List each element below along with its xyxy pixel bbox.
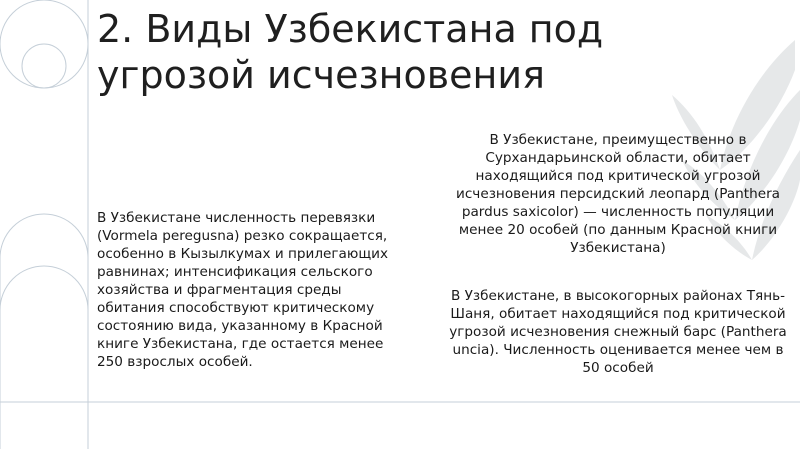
deco-arch-lower (0, 266, 88, 310)
slide-title: 2. Виды Узбекистана под угрозой исчезновения (97, 7, 604, 97)
deco-circle-small (22, 44, 66, 88)
deco-arch-upper (0, 214, 88, 449)
paragraph-persian-leopard: В Узбекистане, преимущественно в Сурхандарьинской области, обитает находящийся под критической угрозой исчезновения персидский леопард (Panthera pardus saxicolor) — численность популяции менее 20 особей (по данным Красной книги Узбекистана) (456, 132, 780, 256)
paragraph-marbled-polecat: В Узбекистане численность перевязки (Vormela peregusna) резко сокращается, особенно в Кызылкумах и прилегающих равнинах; интенсификация сельского хозяйства и фрагментация среды обитания способствуют критическому состоянию вида, указанному в Красной книге Узбекистана, где остается менее 250 взрослых особей. (97, 210, 388, 370)
paragraph-snow-leopard: В Узбекистане, в высокогорных районах Тянь-Шаня, обитает находящийся под критической угрозой исчезновения снежный барс (Panthera uncia). Численность оценивается менее чем в 50 особей (449, 288, 787, 376)
